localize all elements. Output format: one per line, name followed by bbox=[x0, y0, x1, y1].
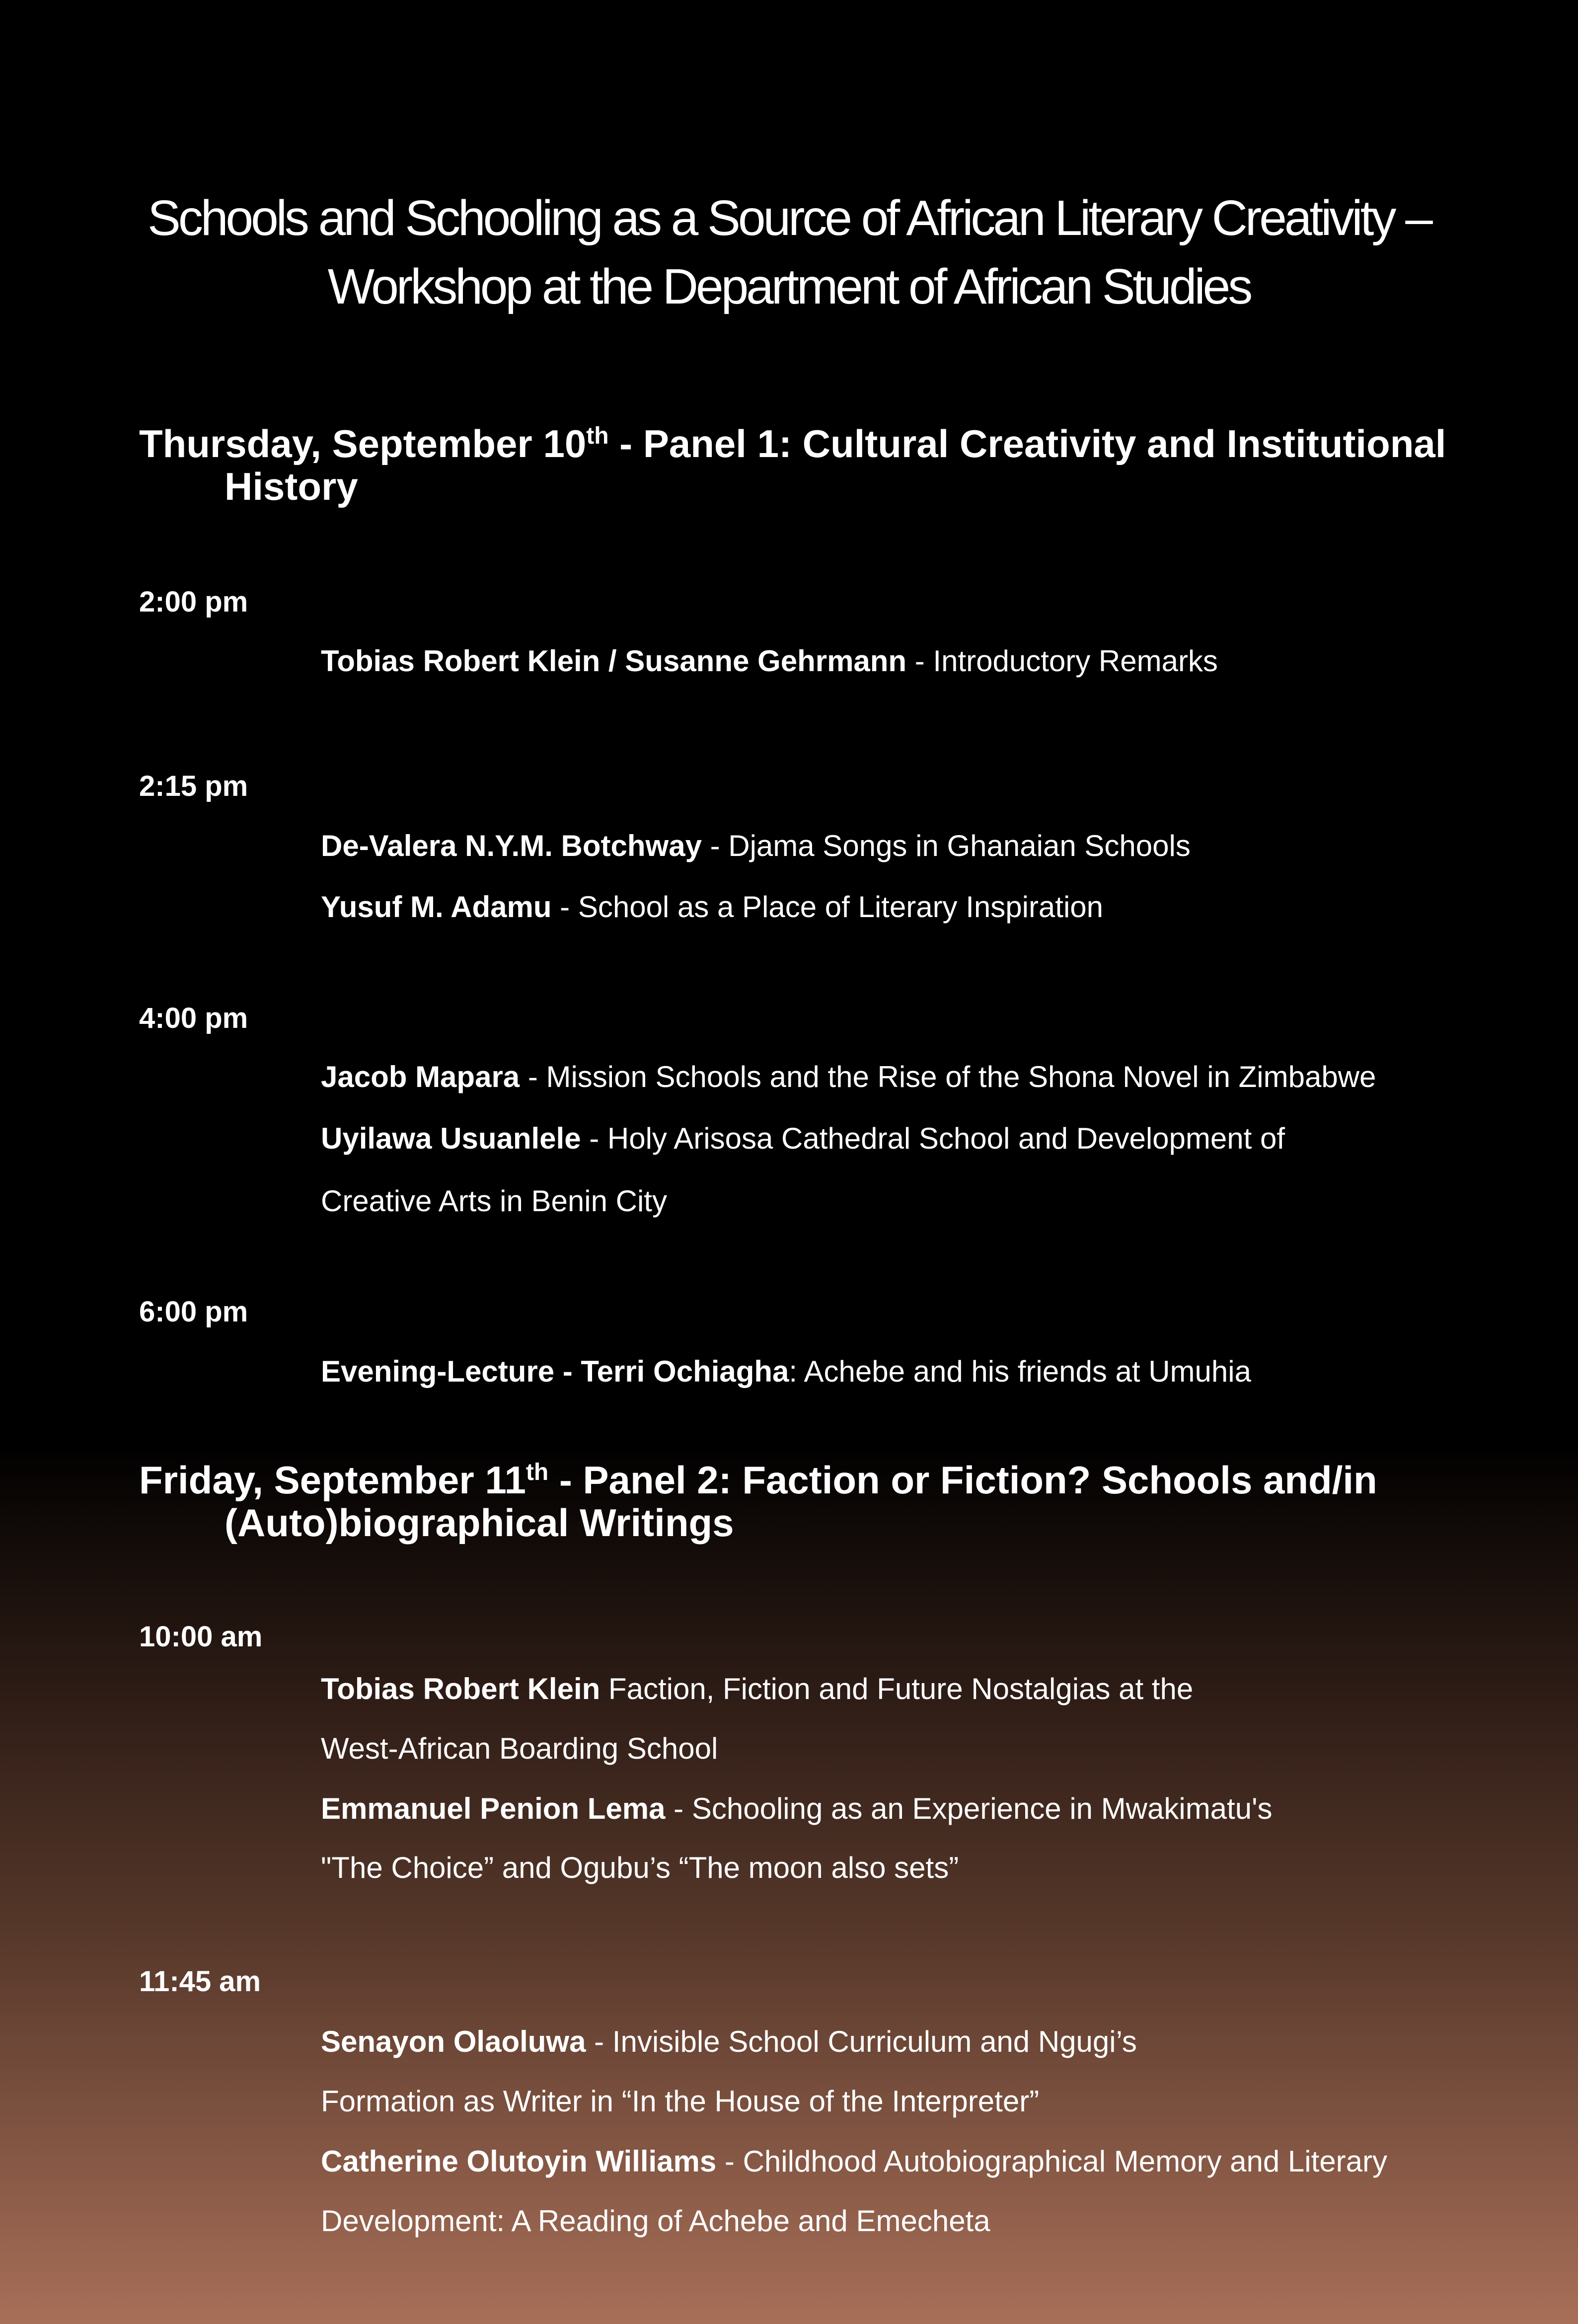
page-title bbox=[0, 184, 1578, 321]
talk-item bbox=[321, 1672, 1193, 1706]
talk-title: - Schooling as an Experience in Mwakimatu's bbox=[665, 1792, 1273, 1825]
talk-item bbox=[321, 1121, 1285, 1156]
day-1-panel: - Panel 1: Cultural Creativity and Institutional bbox=[608, 422, 1446, 465]
talk-item bbox=[321, 2024, 1137, 2059]
day-1-heading bbox=[139, 422, 1480, 508]
talk-title-cont: Development: A Reading of Achebe and Emecheta bbox=[321, 2204, 990, 2238]
talk-item bbox=[321, 1791, 1273, 1826]
talk-item bbox=[321, 2144, 1387, 2179]
day-2-panel: - Panel 2: Faction or Fiction? Schools and/in bbox=[548, 1458, 1377, 1502]
session-time: 6:00 pm bbox=[139, 1296, 248, 1328]
title-line-1: Schools and Schooling as a Source of African Literary Creativity – bbox=[148, 190, 1430, 246]
session-time: 2:15 pm bbox=[139, 770, 248, 802]
session-time: 10:00 am bbox=[139, 1621, 263, 1653]
talk-item bbox=[321, 829, 1191, 863]
talk-title: - Holy Arisosa Cathedral School and Development of bbox=[581, 1122, 1285, 1155]
talk-title: - School as a Place of Literary Inspiration bbox=[551, 890, 1104, 924]
session-time: 11:45 am bbox=[139, 1965, 261, 1998]
talk-title: - Childhood Autobiographical Memory and Literary bbox=[716, 2145, 1387, 2178]
day-1-date-suffix: th bbox=[586, 423, 609, 449]
speaker: Yusuf M. Adamu bbox=[321, 890, 552, 924]
day-1-panel-cont: History bbox=[225, 465, 358, 508]
speaker: Jacob Mapara bbox=[321, 1060, 520, 1093]
speaker: De-Valera N.Y.M. Botchway bbox=[321, 829, 702, 862]
talk-title: - Mission Schools and the Rise of the Shona Novel in Zimbabwe bbox=[520, 1060, 1376, 1093]
talk-title: - Invisible School Curriculum and Ngugi’s bbox=[586, 2025, 1137, 2058]
talk-item bbox=[321, 1354, 1251, 1389]
talk-title-cont: Formation as Writer in “In the House of the Interpreter” bbox=[321, 2085, 1040, 2118]
talk-item bbox=[321, 890, 1103, 925]
speaker: Tobias Robert Klein bbox=[321, 1672, 601, 1705]
speaker: Emmanuel Penion Lema bbox=[321, 1792, 666, 1825]
day-2-heading bbox=[139, 1459, 1480, 1544]
speaker: Uyilawa Usuanlele bbox=[321, 1122, 581, 1155]
speaker: Senayon Olaoluwa bbox=[321, 2025, 586, 2058]
speaker: Tobias Robert Klein / Susanne Gehrmann bbox=[321, 644, 907, 678]
talk-title-cont: "The Choice” and Ogubu’s “The moon also sets” bbox=[321, 1851, 959, 1884]
talk-title-cont: Creative Arts in Benin City bbox=[321, 1184, 667, 1218]
talk-title-cont: West-African Boarding School bbox=[321, 1732, 718, 1765]
talk-item bbox=[321, 644, 1218, 679]
talk-title: Faction, Fiction and Future Nostalgias at the bbox=[600, 1672, 1194, 1705]
title-line-2: Workshop at the Department of African Studies bbox=[327, 259, 1251, 314]
day-2-date: Friday, September 11 bbox=[139, 1458, 526, 1502]
session-time: 2:00 pm bbox=[139, 586, 248, 618]
talk-title: : Achebe and his friends at Umuhia bbox=[789, 1355, 1251, 1388]
session-time: 4:00 pm bbox=[139, 1002, 248, 1034]
day-1-date: Thursday, September 10 bbox=[139, 422, 587, 465]
speaker: Evening-Lecture - Terri Ochiagha bbox=[321, 1355, 789, 1388]
speaker: Catherine Olutoyin Williams bbox=[321, 2145, 717, 2178]
talk-title: - Introductory Remarks bbox=[906, 644, 1218, 678]
day-2-date-suffix: th bbox=[526, 1459, 549, 1485]
day-2-panel-cont: (Auto)biographical Writings bbox=[225, 1501, 734, 1545]
talk-title: - Djama Songs in Ghanaian Schools bbox=[701, 829, 1191, 862]
talk-item bbox=[321, 1060, 1376, 1094]
